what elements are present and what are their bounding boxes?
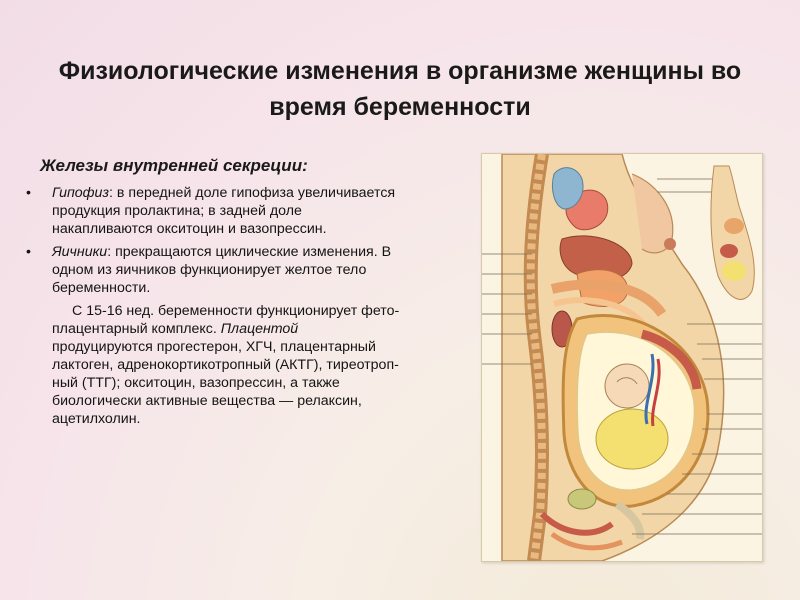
bullet-marker: • — [26, 244, 31, 260]
paragraph-part2: продуцируются прогестерон, ХГЧ, плацентарный лактоген, адренокортикотропный (АКТГ), тиреотроп-ный (ТТГ); окситоцин, вазопрессин, а также биологически активные вещества — релаксин, ацетилхолин. — [52, 339, 399, 427]
paragraph-part1: С 15-16 нед. беременности функционирует фето-плацентарный комплекс. — [52, 303, 400, 337]
slide-title: Физиологические изменения в организме женщины во время беременности — [58, 57, 742, 121]
term-ovaries: Яичники — [52, 244, 108, 260]
bullet-text-pituitary: : в передней доле гипофиза увеличивается продукция пролактина; в задней доле накапливаются окситоцин и вазопрессин. — [52, 185, 396, 237]
bullet-pituitary — [22, 184, 402, 238]
pregnancy-anatomy-icon — [482, 154, 762, 561]
section-heading: Железы внутренней секреции: — [40, 156, 308, 175]
bullet-text-ovaries: : прекращаются циклические изменения. В одном из яичников функционирует желтое тело беременности. — [52, 244, 392, 296]
bullet-marker: • — [26, 185, 31, 201]
bullet-ovaries — [22, 243, 402, 297]
term-placenta: Плацентой — [220, 321, 299, 337]
placenta-paragraph — [22, 302, 402, 428]
text-body — [22, 184, 402, 428]
term-pituitary: Гипофиз — [52, 185, 110, 201]
anatomy-illustration — [481, 153, 763, 562]
